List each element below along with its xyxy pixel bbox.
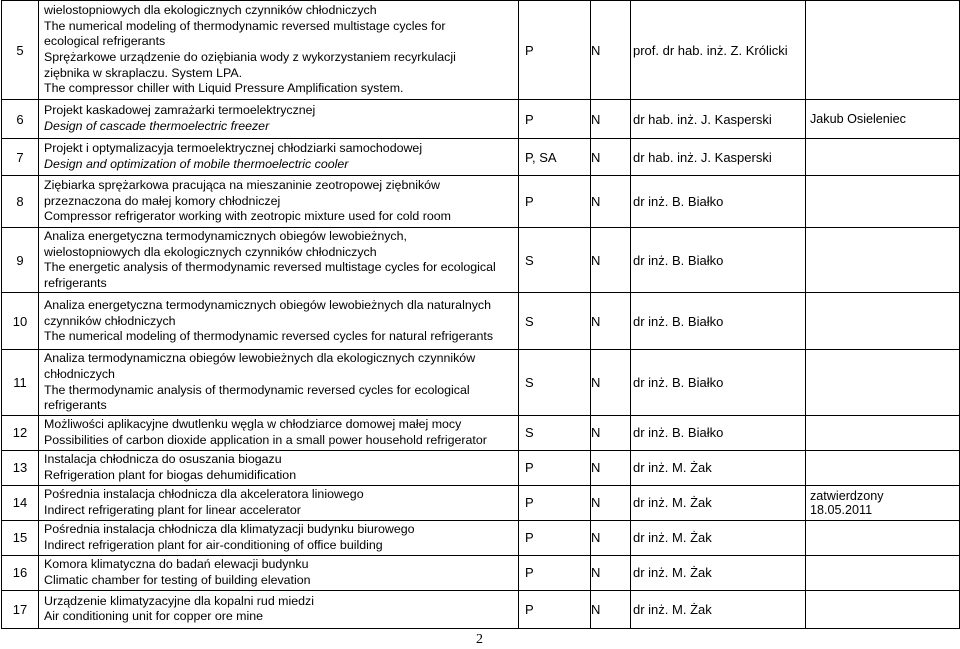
study-mode: N (591, 520, 631, 555)
table-body (2, 1, 960, 629)
title-english-line: Design and optimization of mobile thermoelectric cooler (44, 157, 349, 171)
table-row (2, 1, 960, 100)
page-number: 2 (476, 632, 483, 647)
row-number: 13 (2, 450, 39, 485)
supervisor: dr inż. M. Żak (631, 590, 806, 628)
thesis-type: S (519, 350, 591, 415)
title-english-line: Compressor refrigerator working with zeotropic mixture used for cold room (44, 209, 451, 224)
study-mode: N (591, 1, 631, 100)
study-mode: N (591, 350, 631, 415)
student-or-status (806, 176, 960, 228)
title-polish-line: Analiza energetyczna termodynamicznych obiegów lewobieżnych dla naturalnych (44, 297, 492, 312)
thesis-type: P (519, 520, 591, 555)
thesis-type: P (519, 1, 591, 100)
title-english-line: ecological refrigerants (44, 34, 166, 49)
title-english-line: The numerical modeling of thermodynamic reversed cycles for natural refrigerants (44, 329, 494, 344)
table-row (2, 228, 960, 293)
title-polish-line: chłodniczych (44, 366, 115, 381)
student-line: zatwierdzony (810, 488, 884, 503)
table-row (2, 176, 960, 228)
thesis-type: P (519, 176, 591, 228)
title-polish-line: Analiza energetyczna termodynamicznych obiegów lewobieżnych, (44, 229, 407, 243)
row-number: 16 (2, 555, 39, 590)
row-number: 9 (2, 228, 39, 293)
supervisor: prof. dr hab. inż. Z. Królicki (631, 1, 806, 100)
student-or-status (806, 555, 960, 590)
row-number: 5 (2, 1, 39, 100)
thesis-type: P (519, 100, 591, 139)
thesis-topics-table (1, 0, 960, 629)
table-row (2, 520, 960, 555)
topic-title (39, 415, 519, 450)
supervisor: dr inż. M. Żak (631, 450, 806, 485)
topic-title (39, 450, 519, 485)
student-or-status (806, 350, 960, 415)
topic-title (39, 590, 519, 628)
thesis-type: P, SA (519, 139, 591, 176)
supervisor: dr inż. B. Białko (631, 415, 806, 450)
title-polish-line: czynników chłodniczych (44, 313, 176, 328)
title-polish-line: Projekt kaskadowej zamrażarki termoelektrycznej (44, 103, 316, 118)
student-line: 18.05.2011 (810, 502, 873, 517)
row-number: 11 (2, 350, 39, 415)
topic-title (39, 555, 519, 590)
row-number: 10 (2, 293, 39, 350)
supervisor: dr hab. inż. J. Kasperski (631, 139, 806, 176)
title-polish-line: przeznaczona do małej komory chłodniczej (44, 193, 281, 208)
table-row (2, 100, 960, 139)
study-mode: N (591, 139, 631, 176)
title-english-line: refrigerants (44, 275, 107, 290)
topic-title (39, 176, 519, 228)
title-english-line: Indirect refrigerating plant for linear accelerator (44, 502, 301, 517)
title-english-line: Indirect refrigeration plant for air-conditioning of office building (44, 537, 383, 552)
topic-title (39, 485, 519, 520)
student-or-status (806, 450, 960, 485)
supervisor: dr inż. B. Białko (631, 350, 806, 415)
row-number: 12 (2, 415, 39, 450)
topic-title (39, 228, 519, 293)
title-polish-line: Sprężarkowe urządzenie do oziębiania wody z wykorzystaniem recyrkulacji (44, 50, 456, 64)
student-or-status (806, 485, 960, 520)
student-or-status (806, 590, 960, 628)
table-row (2, 450, 960, 485)
supervisor: dr inż. B. Białko (631, 176, 806, 228)
supervisor: dr inż. M. Żak (631, 555, 806, 590)
student-or-status (806, 1, 960, 100)
title-english-line: The thermodynamic analysis of thermodynamic reversed cycles for ecological (44, 382, 470, 397)
thesis-type: P (519, 450, 591, 485)
student-or-status (806, 415, 960, 450)
table-row (2, 555, 960, 590)
title-english-line: Air conditioning unit for copper ore mine (44, 609, 264, 624)
title-polish-line: Projekt i optymalizacyja termoelektrycznej chłodziarki samochodowej (44, 141, 423, 156)
thesis-type: S (519, 228, 591, 293)
student-or-status (806, 100, 960, 139)
table-row (2, 590, 960, 628)
student-or-status (806, 228, 960, 293)
study-mode: N (591, 100, 631, 139)
title-polish-line: wielostopniowych dla ekologicznych czynników chłodniczych (44, 244, 377, 259)
student-or-status (806, 520, 960, 555)
title-polish-line: ziębnika w skraplaczu. System LPA. (44, 65, 243, 80)
title-polish-line: wielostopniowych dla ekologicznych czynników chłodniczych (44, 3, 377, 18)
supervisor: dr inż. M. Żak (631, 485, 806, 520)
row-number: 8 (2, 176, 39, 228)
study-mode: N (591, 228, 631, 293)
title-english-line: The numerical modeling of thermodynamic reversed multistage cycles for (44, 18, 446, 33)
study-mode: N (591, 590, 631, 628)
row-number: 15 (2, 520, 39, 555)
title-english-line: Refrigeration plant for biogas dehumidification (44, 467, 297, 482)
title-polish-line: Pośrednia instalacja chłodnicza dla akceleratora liniowego (44, 487, 364, 502)
topic-title (39, 293, 519, 350)
student-line: Jakub Osieleniec (810, 112, 906, 126)
row-number: 6 (2, 100, 39, 139)
thesis-type: P (519, 590, 591, 628)
title-polish-line: Ziębiarka sprężarkowa pracująca na mieszaninie zeotropowej ziębników (44, 178, 441, 193)
thesis-type: S (519, 293, 591, 350)
thesis-type: P (519, 555, 591, 590)
table-row (2, 293, 960, 350)
student-or-status (806, 139, 960, 176)
title-polish-line: Instalacja chłodnicza do osuszania biogazu (44, 452, 282, 467)
study-mode: N (591, 176, 631, 228)
title-polish-line: Pośrednia instalacja chłodnicza dla klimatyzacji budynku biurowego (44, 522, 415, 537)
study-mode: N (591, 555, 631, 590)
row-number: 17 (2, 590, 39, 628)
title-polish-line: Analiza termodynamiczna obiegów lewobieżnych dla ekologicznych czynników (44, 351, 476, 366)
study-mode: N (591, 450, 631, 485)
row-number: 7 (2, 139, 39, 176)
thesis-type: S (519, 415, 591, 450)
thesis-type: P (519, 485, 591, 520)
title-english-line: Climatic chamber for testing of building elevation (44, 572, 311, 587)
study-mode: N (591, 415, 631, 450)
table-row (2, 350, 960, 415)
topic-title (39, 1, 519, 100)
title-english-line: refrigerants (44, 398, 107, 413)
topic-title (39, 350, 519, 415)
student-or-status (806, 293, 960, 350)
title-english-line: Design of cascade thermoelectric freezer (44, 119, 270, 133)
title-english-line: The compressor chiller with Liquid Pressure Amplification system. (44, 81, 404, 96)
supervisor: dr inż. B. Białko (631, 228, 806, 293)
title-english-line: The energetic analysis of thermodynamic reversed multistage cycles for ecological (44, 260, 496, 275)
study-mode: N (591, 293, 631, 350)
supervisor: dr inż. M. Żak (631, 520, 806, 555)
title-polish-line: Urządzenie klimatyzacyjne dla kopalni rud miedzi (44, 593, 314, 608)
supervisor: dr inż. B. Białko (631, 293, 806, 350)
table-row (2, 415, 960, 450)
topic-title (39, 139, 519, 176)
topic-title (39, 520, 519, 555)
table-row (2, 485, 960, 520)
supervisor: dr hab. inż. J. Kasperski (631, 100, 806, 139)
study-mode: N (591, 485, 631, 520)
table-row (2, 139, 960, 176)
title-polish-line: Możliwości aplikacyjne dwutlenku węgla w chłodziarce domowej małej mocy (44, 417, 462, 432)
title-polish-line: Komora klimatyczna do badań elewacji budynku (44, 557, 309, 572)
topic-title (39, 100, 519, 139)
title-english-line: Possibilities of carbon dioxide application in a small power household refrigerator (44, 432, 487, 447)
row-number: 14 (2, 485, 39, 520)
